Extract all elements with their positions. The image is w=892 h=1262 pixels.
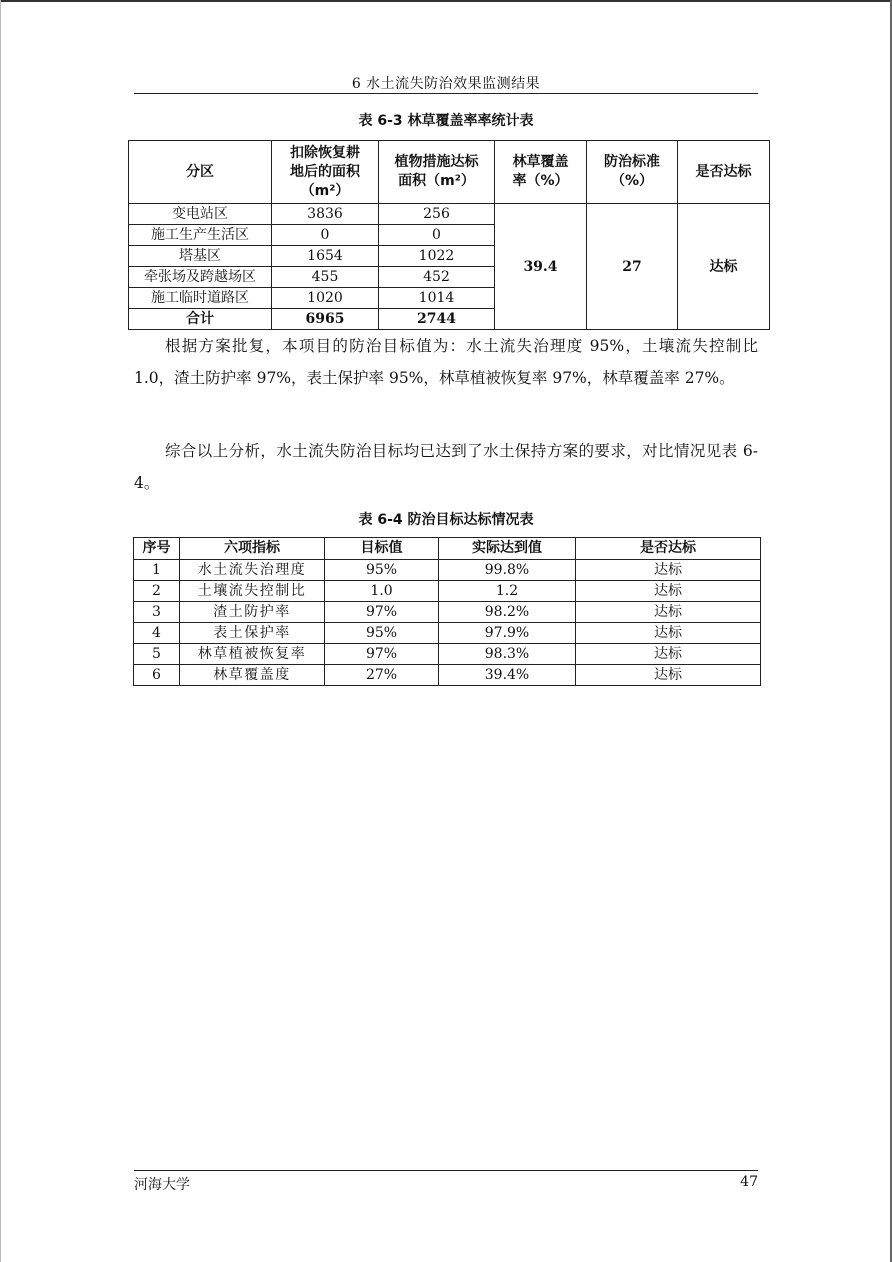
indicator-cell: 渣土防护率 [180, 602, 325, 623]
veg-cell: 452 [379, 267, 495, 288]
target-cell: 97% [325, 644, 439, 665]
total-area: 6965 [272, 309, 379, 330]
table-row [134, 644, 761, 665]
header-area-line2: 地后的面积 [290, 163, 360, 180]
index-cell: 2 [134, 581, 180, 602]
header-std-line2: （%） [610, 173, 654, 189]
header-area [272, 141, 379, 204]
header-cov-line2: 率（%） [512, 173, 569, 189]
header-indicator: 六项指标 [180, 538, 325, 560]
total-label: 合计 [129, 309, 272, 330]
area-cell: 1654 [272, 246, 379, 267]
reached-cell: 达标 [576, 560, 761, 581]
reached-cell: 达标 [576, 623, 761, 644]
total-veg: 2744 [379, 309, 495, 330]
zone-cell: 施工生产生活区 [129, 225, 272, 246]
table-row [134, 602, 761, 623]
table-6-4 [133, 537, 761, 686]
table-6-3-caption: 表 6-3 林草覆盖率率统计表 [358, 113, 534, 129]
actual-cell: 39.4% [439, 665, 576, 686]
running-header: 6 水土流失防治效果监测结果 [351, 76, 541, 92]
header-veg-line2: 面积（m²） [398, 173, 475, 189]
actual-cell: 99.8% [439, 560, 576, 581]
area-cell: 0 [272, 225, 379, 246]
header-cov-line1: 林草覆盖 [512, 154, 569, 170]
index-cell: 3 [134, 602, 180, 623]
veg-cell: 256 [379, 204, 495, 225]
reached-cell: 达标 [576, 644, 761, 665]
zone-cell: 牵张场及跨越场区 [129, 267, 272, 288]
header-veg-line1: 植物措施达标 [394, 154, 479, 170]
reached-cell: 达标 [576, 665, 761, 686]
index-cell: 5 [134, 644, 180, 665]
header-zone: 分区 [129, 141, 272, 204]
paragraph-summary: 综合以上分析，水土流失防治目标均已达到了水土保持方案的要求，对比情况见表 6-4。 [134, 442, 758, 492]
footer-rule [134, 1170, 758, 1171]
page-top-border [0, 0, 892, 2]
indicator-cell: 林草覆盖度 [180, 665, 325, 686]
table-header-row [129, 141, 770, 204]
standard-value: 27 [587, 204, 678, 330]
header-coverage [495, 141, 587, 204]
table-header-row [134, 538, 761, 560]
indicator-cell: 表土保护率 [180, 623, 325, 644]
index-cell: 4 [134, 623, 180, 644]
header-actual: 实际达到值 [439, 538, 576, 560]
actual-cell: 98.3% [439, 644, 576, 665]
header-area-line1: 扣除恢复耕 [290, 144, 360, 161]
actual-cell: 98.2% [439, 602, 576, 623]
zone-cell: 施工临时道路区 [129, 288, 272, 309]
indicator-cell: 林草植被恢复率 [180, 644, 325, 665]
veg-cell: 1014 [379, 288, 495, 309]
zone-cell: 变电站区 [129, 204, 272, 225]
area-cell: 455 [272, 267, 379, 288]
header-reached: 是否达标 [576, 538, 761, 560]
paragraph-targets: 根据方案批复，本项目的防治目标值为：水土流失治理度 95%，土壤流失控制比 1.0，渣土防护率 97%，表土保护率 95%，林草植被恢复率 97%，林草覆盖率 27%。 [134, 337, 758, 387]
coverage-value: 39.4 [495, 204, 587, 330]
target-cell: 95% [325, 560, 439, 581]
index-cell: 1 [134, 560, 180, 581]
target-cell: 97% [325, 602, 439, 623]
reached-value: 达标 [678, 204, 770, 330]
table-6-4-caption: 表 6-4 防治目标达标情况表 [358, 512, 534, 528]
table-row [134, 560, 761, 581]
reached-cell: 达标 [576, 602, 761, 623]
header-standard [587, 141, 678, 204]
target-cell: 27% [325, 665, 439, 686]
actual-cell: 97.9% [439, 623, 576, 644]
indicator-cell: 土壤流失控制比 [180, 581, 325, 602]
header-index: 序号 [134, 538, 180, 560]
reached-cell: 达标 [576, 581, 761, 602]
area-cell: 1020 [272, 288, 379, 309]
target-cell: 1.0 [325, 581, 439, 602]
table-row [134, 623, 761, 644]
index-cell: 6 [134, 665, 180, 686]
table-6-3 [128, 140, 770, 330]
header-veg-area [379, 141, 495, 204]
table-row [129, 204, 770, 225]
zone-cell: 塔基区 [129, 246, 272, 267]
header-rule [134, 93, 758, 94]
header-area-line3: （m²） [300, 182, 350, 199]
veg-cell: 0 [379, 225, 495, 246]
table-row [134, 581, 761, 602]
page-number: 47 [740, 1174, 758, 1190]
header-reached: 是否达标 [678, 141, 770, 204]
header-target: 目标值 [325, 538, 439, 560]
area-cell: 3836 [272, 204, 379, 225]
veg-cell: 1022 [379, 246, 495, 267]
table-row [134, 665, 761, 686]
actual-cell: 1.2 [439, 581, 576, 602]
header-std-line1: 防治标准 [604, 154, 660, 170]
footer-institution: 河海大学 [134, 1177, 190, 1193]
page-left-border [0, 0, 1, 1262]
indicator-cell: 水土流失治理度 [180, 560, 325, 581]
target-cell: 95% [325, 623, 439, 644]
